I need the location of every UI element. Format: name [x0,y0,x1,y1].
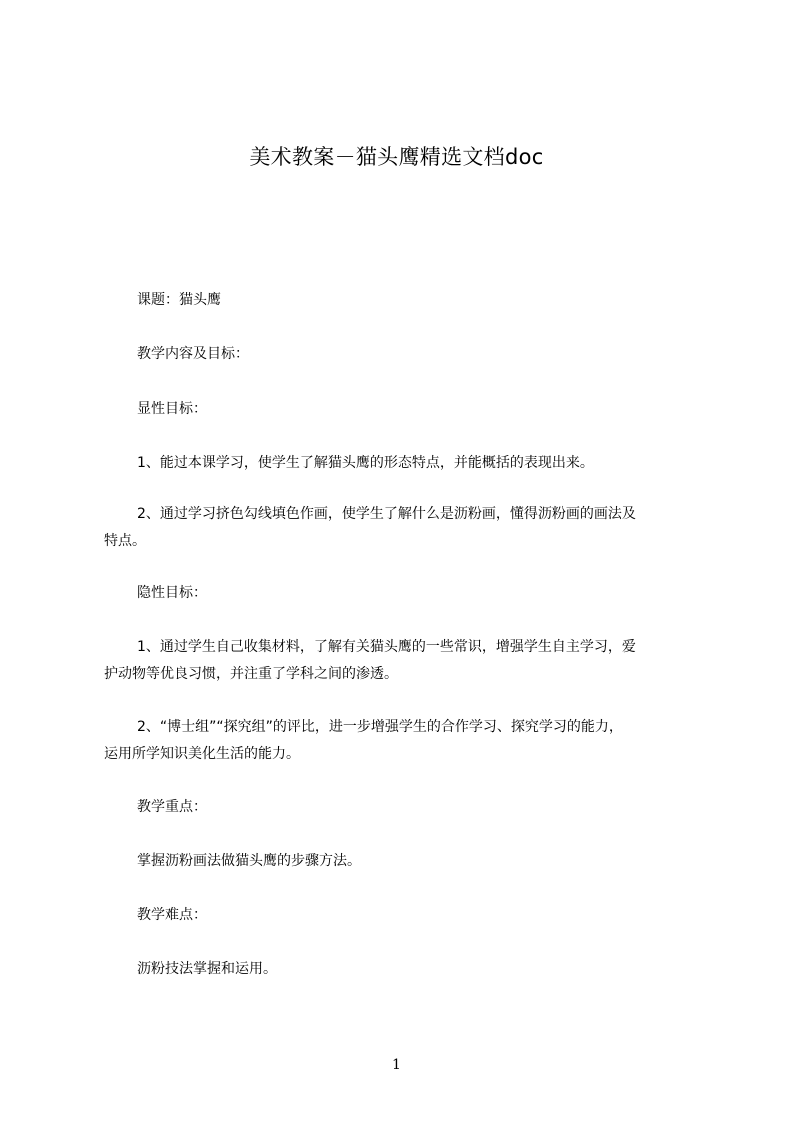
lesson-topic: 课题：猫头鹰 [137,292,221,308]
explicit-goal-2-line-1: 2、通过学习挤色勾线填色作画，使学生了解什么是沥粉画，懂得沥粉画的画法及 [137,506,636,522]
implicit-goals-heading: 隐性目标： [137,585,207,601]
content-goals-heading: 教学内容及目标： [137,346,249,362]
page-number: 1 [392,1057,401,1073]
explicit-goals-heading: 显性目标： [137,401,207,417]
implicit-goal-1-line-1: 1、通过学生自己收集材料，了解有关猫头鹰的一些常识，增强学生自主学习，爱 [137,639,636,655]
key-points-heading: 教学重点： [137,799,207,815]
explicit-goal-2-line-2: 特点。 [104,533,146,549]
key-points-text: 掌握沥粉画法做猫头鹰的步骤方法。 [137,853,361,869]
implicit-goal-2-line-2: 运用所学知识美化生活的能力。 [104,746,300,762]
explicit-goal-1: 1、能过本课学习，使学生了解猫头鹰的形态特点，并能概括的表现出来。 [137,455,594,471]
difficulties-text: 沥粉技法掌握和运用。 [137,961,277,977]
implicit-goal-2-line-1: 2、“博士组”“探究组”的评比，进一步增强学生的合作学习、探究学习的能力， [137,719,623,735]
document-title: 美术教案－猫头鹰精选文档doc [249,145,544,169]
difficulties-heading: 教学难点： [137,907,207,923]
implicit-goal-1-line-2: 护动物等优良习惯，并注重了学科之间的渗透。 [104,666,398,682]
